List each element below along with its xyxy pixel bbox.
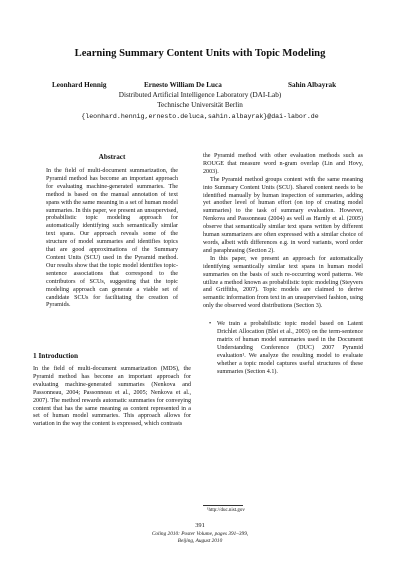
author-name: Ernesto William De Luca [144,81,222,89]
section-heading-introduction: 1 Introduction [33,351,79,360]
paragraph: the Pyramid method with other evaluation methods such as ROUGE that measure word n-gram overlap (Lin and Hovy, 2003). [203,153,363,175]
page-number: 391 [195,522,205,529]
author-name: Leonhard Hennig [52,81,107,89]
affiliation-lab: Distributed Artificial Intelligence Laboratory (DAI-Lab) [118,91,282,99]
author-name: Sahin Albayrak [288,81,337,89]
paragraph: In this paper, we present an approach for automatically identifying semantically similar text spans in human model summaries on the basis of such re-occurring word patterns. We utilize a method known as probabilistic topic modeling (Steyvers and Griffiths, 2007). Topic models are claimed to derive semantic information from text in an unsupervised fashion, using only the observed word distributions (Section 3). [203,255,363,310]
footnote: ¹http://duc.nist.gov [207,508,245,513]
right-column [203,153,363,376]
paragraph: The Pyramid method groups content with the same meaning into Summary Content Units (SCU). Shared content needs to be identified manually by human inspection of summaries, adding yet another level of human effort (on top of creating model summaries) to the task of summary evaluation. However, Nenkova and Passonneau (2004) as well as Harnly et al. (2005) observe that semantically similar text spans written by different human summarizers are often expressed with a similar choice of words, albeit with differences e.g. in word variants, word order and paraphrasing (Section 2). [203,176,363,254]
footnote-divider [203,505,243,506]
introduction-text: In the field of multi-document summarization (MDS), the Pyramid method has become an important approach for evaluating machine-generated summaries (Nenkova and Passonneau, 2004; Passonneau et al., 2005; Nenkova et al., 2007). The method rewards automatic summaries for conveying content that has the same meaning as content represented in a set of human model summaries. This approach allows for variation in the way the content is expressed, which contrasts [33,366,191,428]
affiliation-university: Technische Universität Berlin [157,101,243,109]
abstract-heading: Abstract [98,153,126,161]
bullet-text: We train a probabilistic topic model based on Latent Drichlet Allocation (Blei et al., 2003) on the term-sentence matrix of human model summaries used in the Document Understanding Conference (DUC) 2007 Pyramid evaluation¹. We analyze the resulting model to evaluate whether a topic model captures useful structures of these summaries (Section 4.1). [217,321,363,375]
author-emails: {leonhard.hennig,ernesto.deluca,sahin.albayrak}@dai-labor.de [81,113,319,120]
abstract-text: In the field of multi-document summarization, the Pyramid method has become an important approach for evaluating machine-generated summaries. The method is based on the manual annotation of text spans with the same meaning in a set of human model summaries. In this paper, we present an unsupervised, probabilistic topic modeling approach for automatically identifying such semantically similar text spans. Our approach reveals some of the structure of model summaries and identifies topics that are good approximations of the Summary Content Units (SCU) used in the Pyramid method. Our results show that the topic model identifies topic-sentence associations that correspond to the contributors of SCUs, suggesting that the topic modeling approach can generate a viable set of candidate SCUs for facilitating the creation of Pyramids. [46,168,178,309]
bullet-icon: • [209,321,212,328]
abstract-section [33,153,191,310]
paper-title: Learning Summary Content Units with Topic Modeling [74,48,326,59]
venue-line: Beijing, August 2010 [177,538,223,544]
venue-line: Coling 2010: Poster Volume, pages 391–399, [151,531,249,537]
bullet-item [209,321,363,376]
